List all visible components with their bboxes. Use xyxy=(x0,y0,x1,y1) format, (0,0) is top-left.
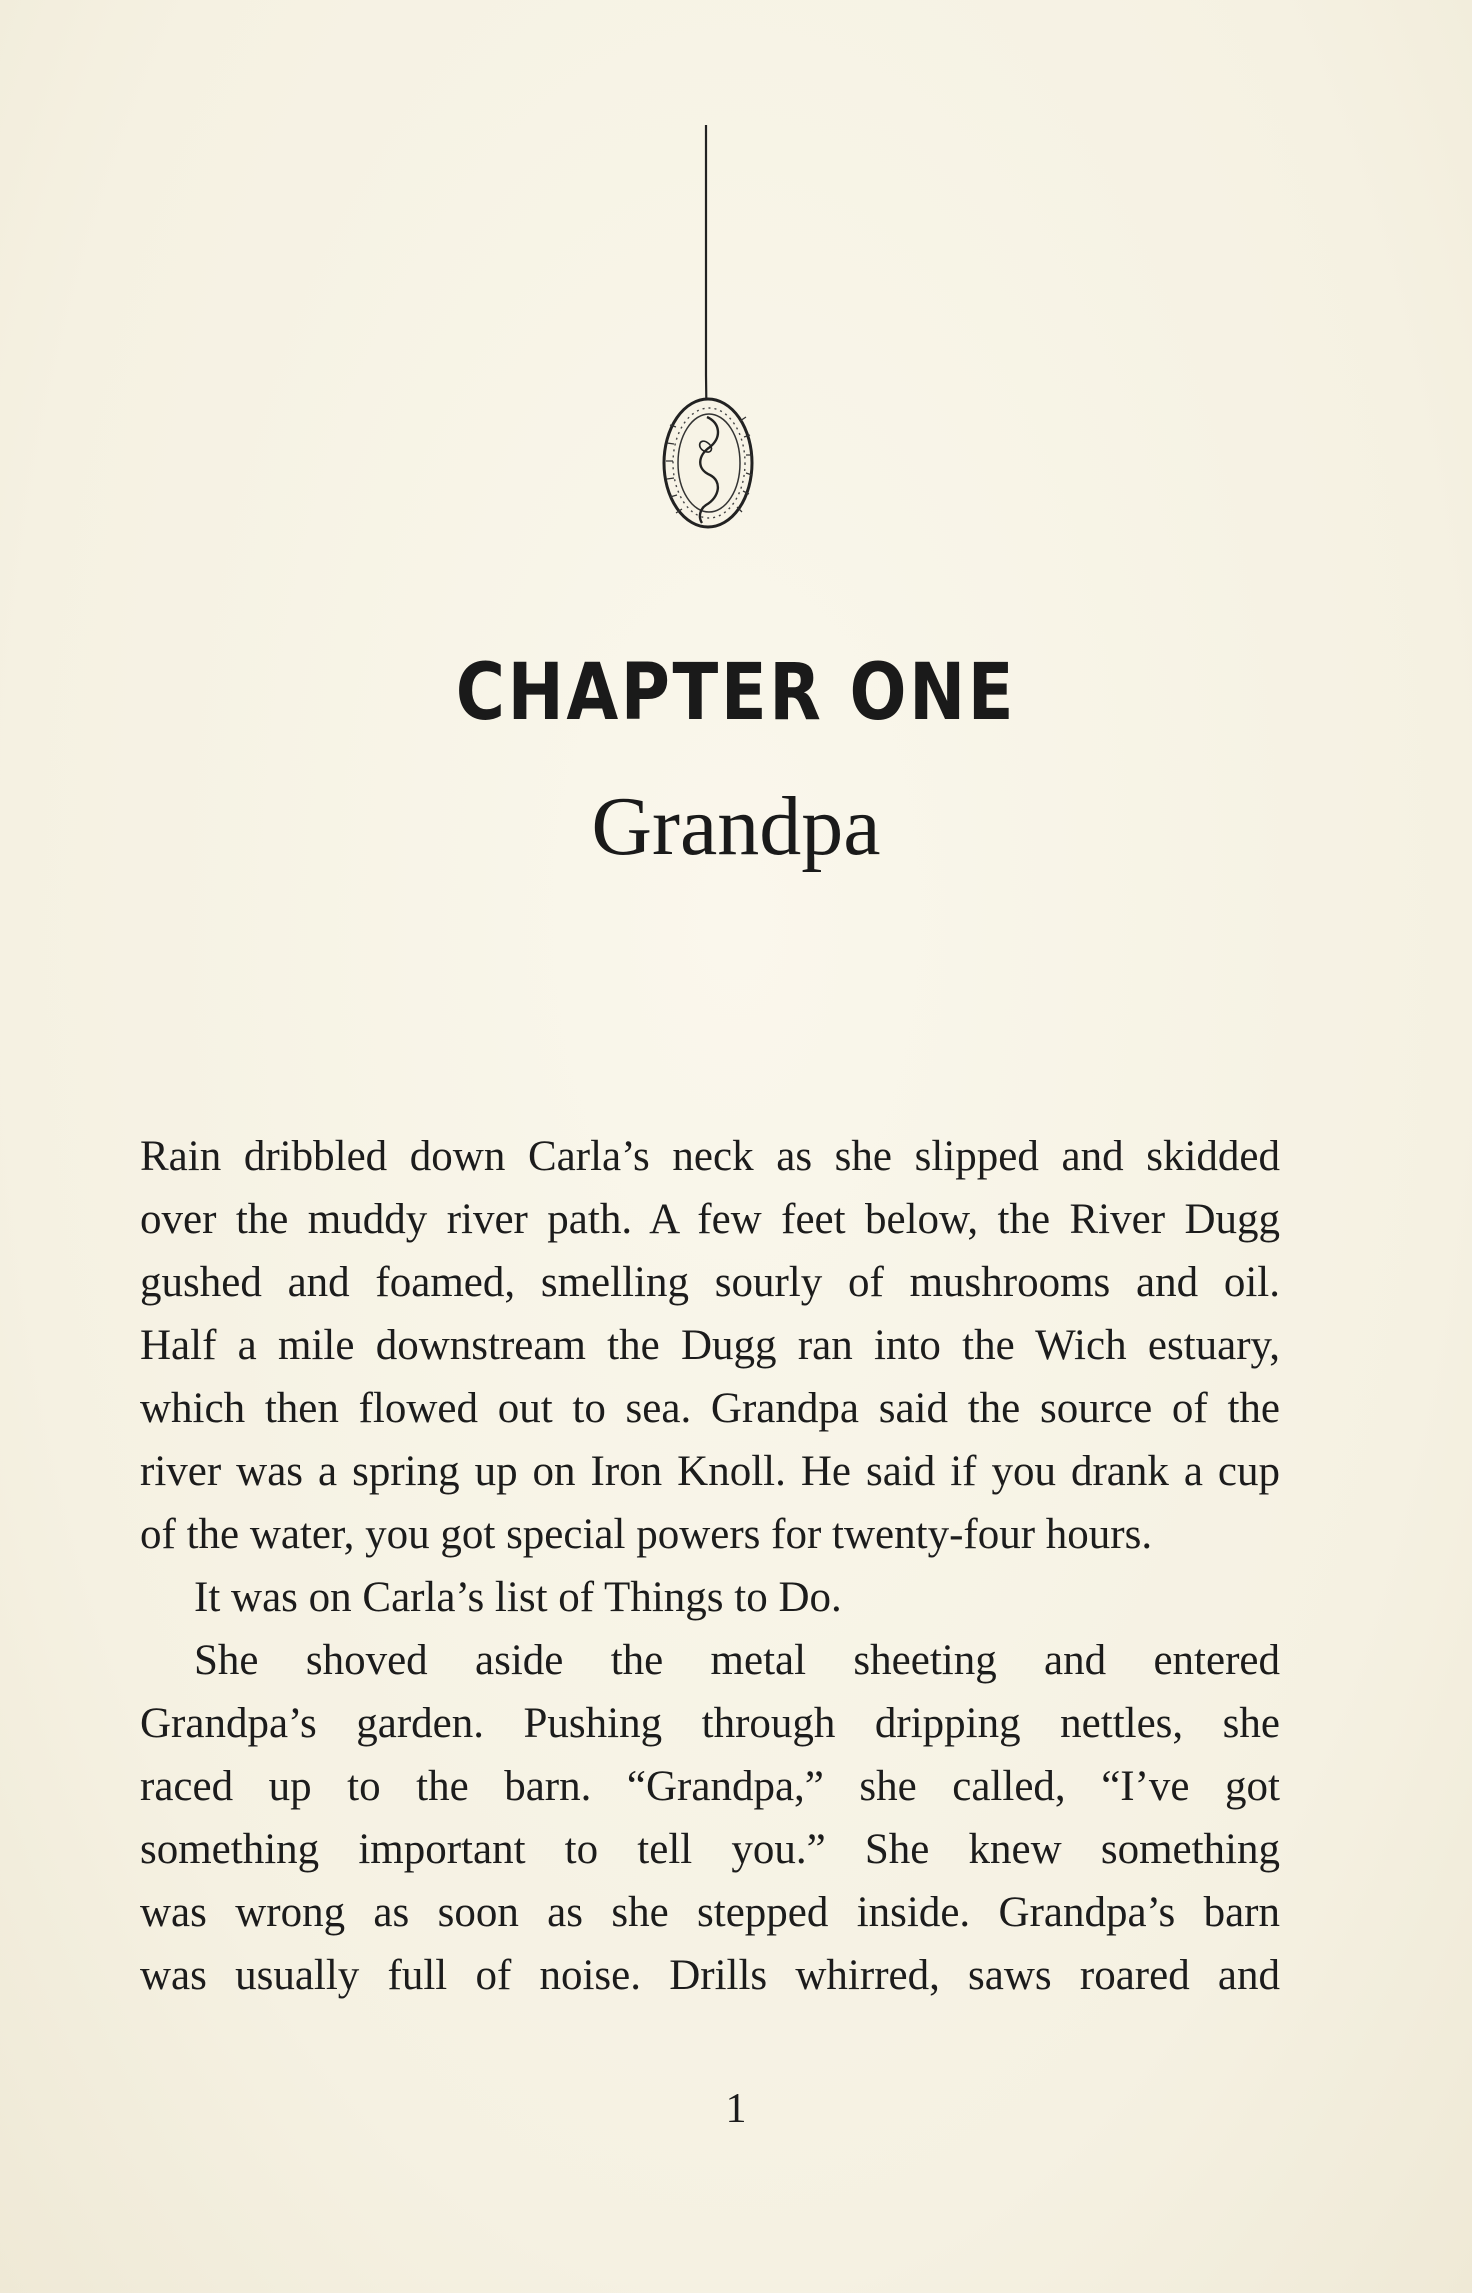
text-line: Rain dribbled down Carla’s neck as she slipped and skidded xyxy=(140,1133,1280,1180)
chapter-label: CHAPTER ONE xyxy=(455,648,1017,738)
text-line: It was on Carla’s list of Things to Do. xyxy=(194,1574,842,1621)
text-line: something important to tell you.” She knew something xyxy=(140,1826,1280,1873)
text-line: was usually full of noise. Drills whirred, saws roared and xyxy=(140,1952,1280,1999)
text-line: gushed and foamed, smelling sourly of mushrooms and oil. xyxy=(140,1259,1280,1306)
text-line: over the muddy river path. A few feet below, the River Dugg xyxy=(140,1196,1280,1243)
text-line: raced up to the barn. “Grandpa,” she called, “I’ve got xyxy=(140,1763,1280,1810)
text-line: She shoved aside the metal sheeting and entered xyxy=(194,1637,1280,1684)
chapter-title: Grandpa xyxy=(591,780,881,873)
hanging-coin-icon xyxy=(640,125,780,565)
text-line: Grandpa’s garden. Pushing through dripping nettles, she xyxy=(140,1700,1280,1747)
page-number: 1 xyxy=(725,2086,747,2132)
text-line: was wrong as soon as she stepped inside. Grandpa’s barn xyxy=(140,1889,1280,1936)
body-text xyxy=(140,1125,1280,2007)
text-line: of the water, you got special powers for twenty-four hours. xyxy=(140,1511,1153,1558)
text-line: Half a mile downstream the Dugg ran into the Wich estuary, xyxy=(140,1322,1280,1369)
text-line: river was a spring up on Iron Knoll. He said if you drank a cup xyxy=(140,1448,1280,1495)
text-line: which then flowed out to sea. Grandpa said the source of the xyxy=(140,1385,1280,1432)
